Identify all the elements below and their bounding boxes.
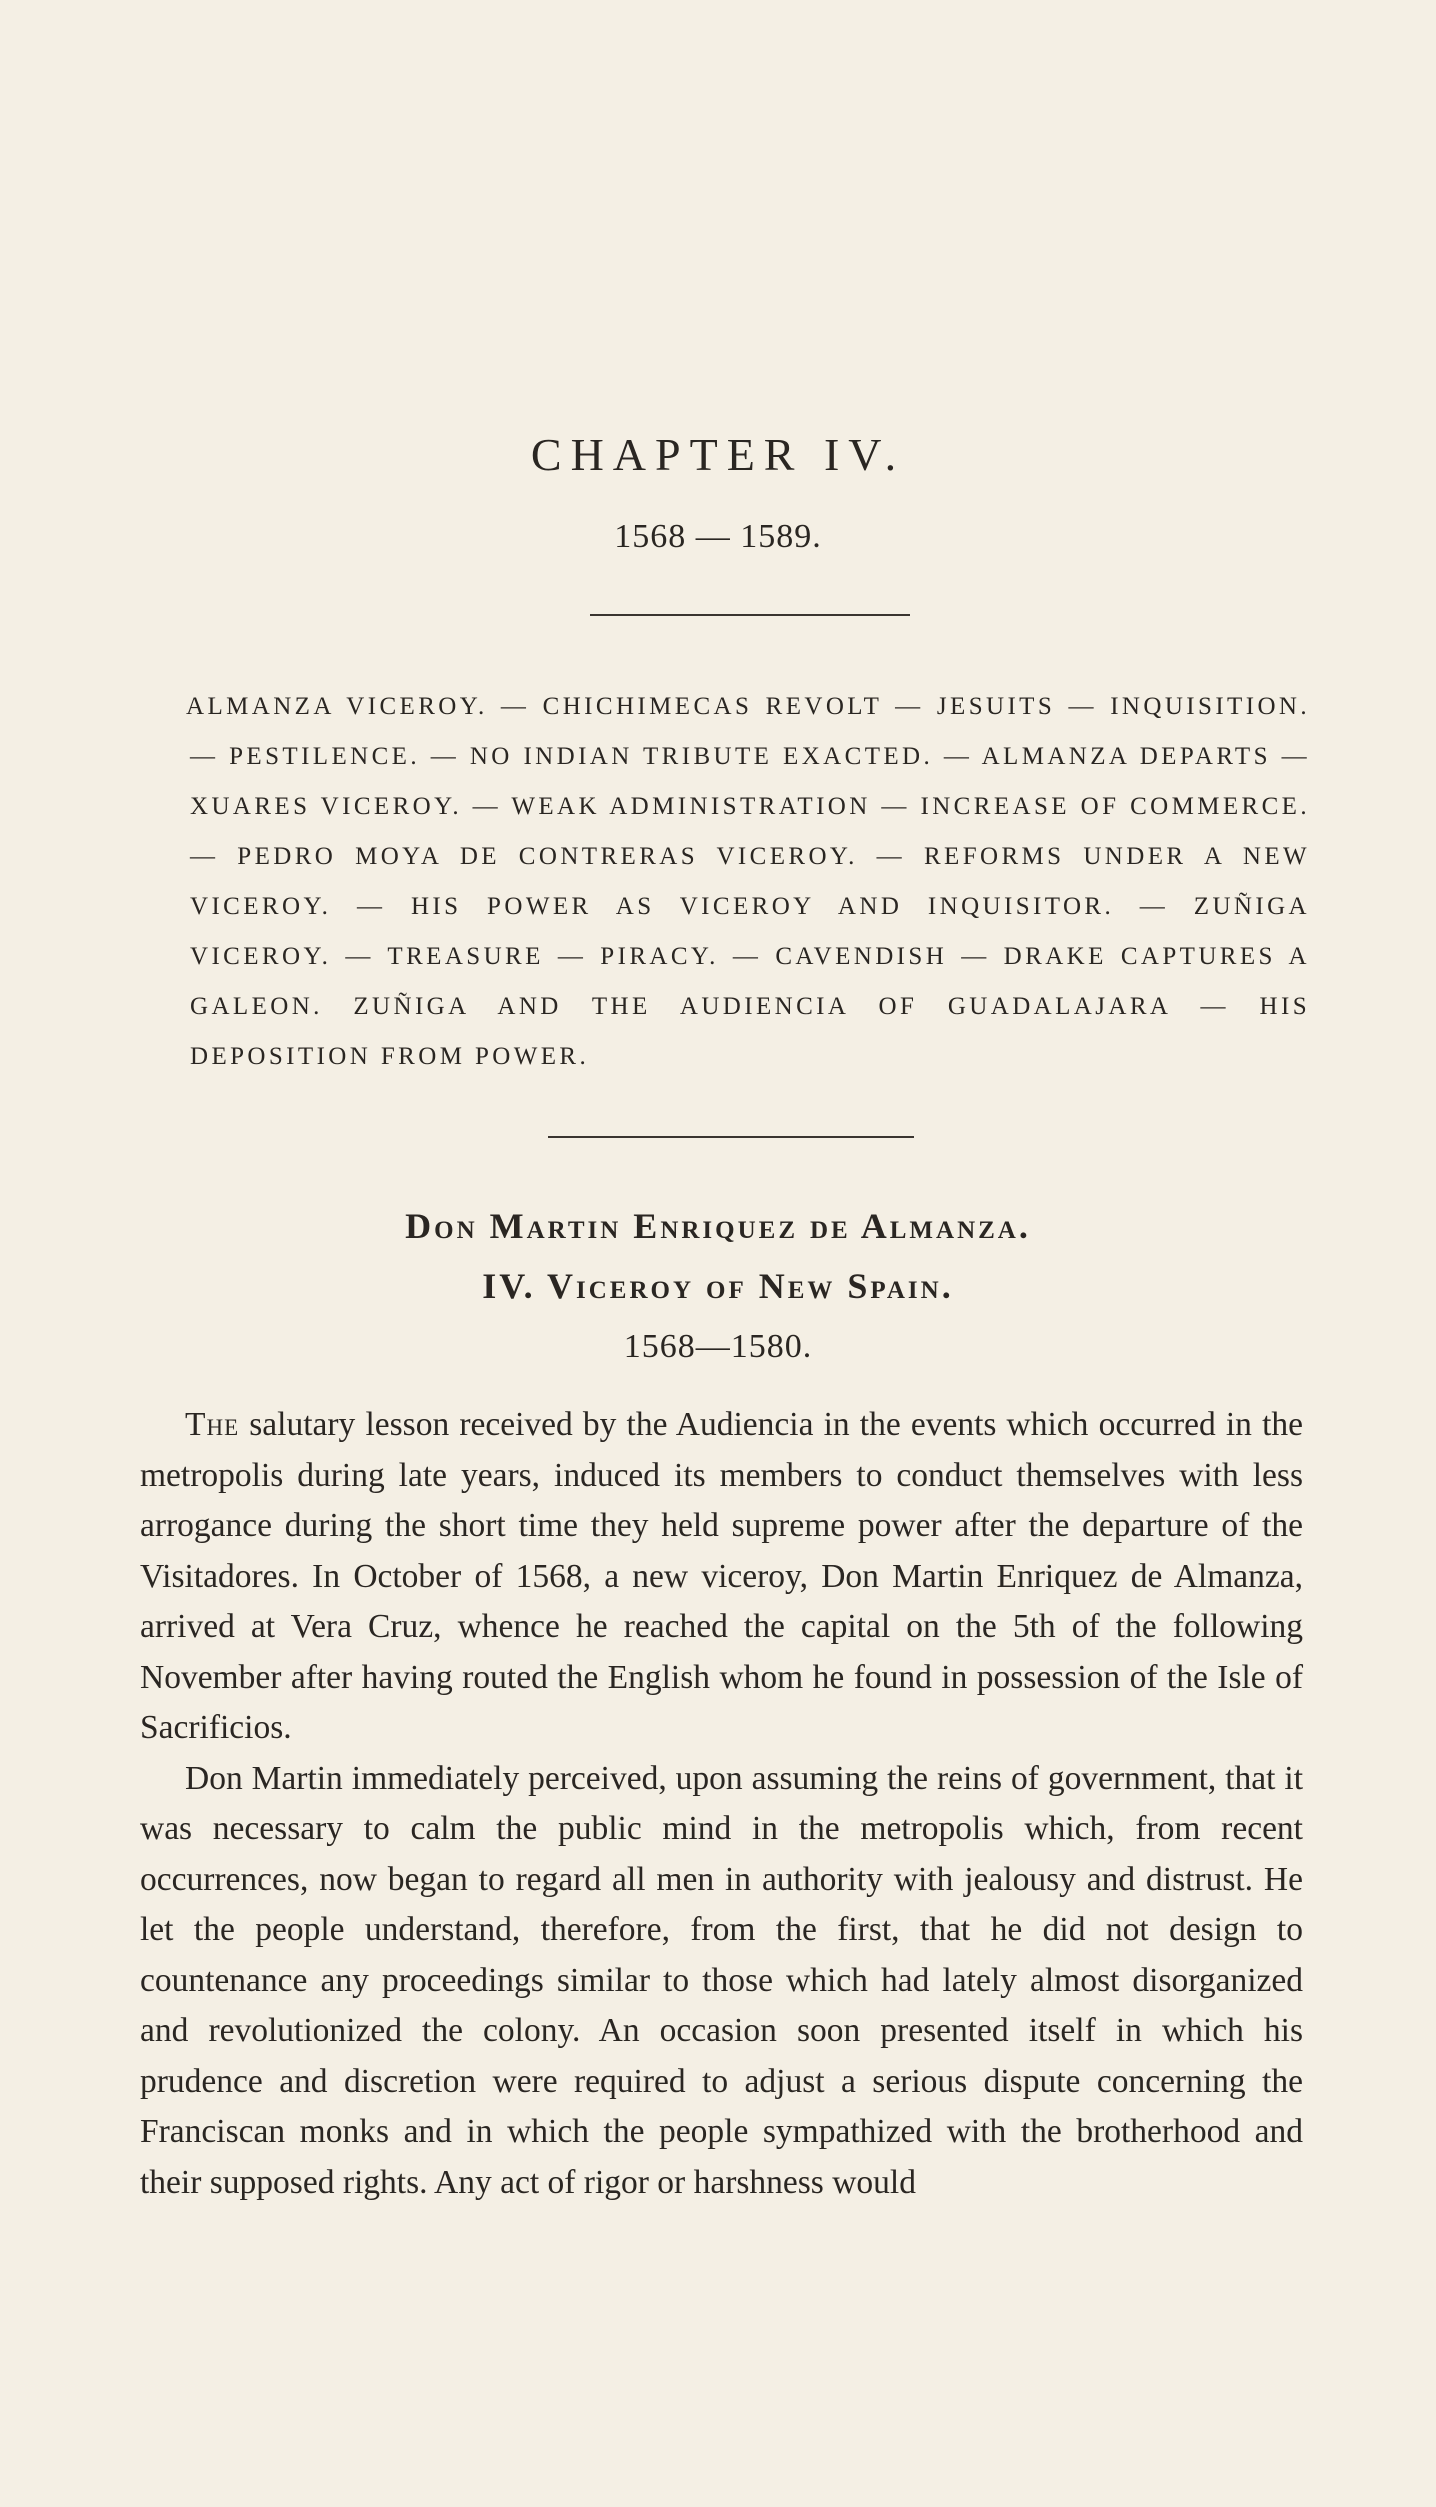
paragraph: [140, 1400, 1303, 1754]
divider-rule: [590, 614, 910, 616]
paragraph-text: salutary lesson received by the Audiencia in the events which occurred in the metropolis during late years, induced its members to conduct themselves with less arrogance during the short time they held supreme power after the departure of the Visitadores. In October of 1568, a new viceroy, Don Martin Enriquez de Almanza, arrived at Vera Cruz, whence he reached the capital on the 5th of the following November after having routed the English whom he found in possession of the Isle of Sacrificios.: [140, 1406, 1303, 1746]
section-heading-office: IV. Viceroy of New Spain.: [482, 1266, 954, 1306]
lead-word: The: [185, 1406, 240, 1443]
section-heading-years: 1568—1580.: [623, 1328, 813, 1365]
body-text: [140, 1400, 1303, 2208]
chapter-title: CHAPTER IV.: [530, 429, 906, 480]
chapter-years: 1568 — 1589.: [614, 518, 822, 555]
paragraph: Don Martin immediately perceived, upon assuming the reins of government, that it was necessary to calm the public mind in the metropolis which, from recent occurrences, now began to regard all men in authority with jealousy and distrust. He let the people understand, therefore, from the first, that he did not design to countenance any proceedings similar to those which had lately almost disorganized and revolutionized the colony. An occasion soon presented itself in which his prudence and discretion were required to adjust a serious dispute concerning the Franciscan monks and in which the people sympathized with the brotherhood and their supposed rights. Any act of rigor or harshness would: [140, 1759, 1303, 2201]
section-heading-name: Don Martin Enriquez de Almanza.: [405, 1206, 1031, 1246]
divider-rule: [548, 1136, 914, 1138]
chapter-synopsis: ALMANZA VICEROY. — CHICHIMECAS REVOLT — JESUITS — INQUISITION. — PESTILENCE. — NO INDIAN TRIBUTE EXACTED. — ALMANZA DEPARTS — XUARES VICEROY. — WEAK ADMINISTRATION — INCREASE OF COMMERCE. — PEDRO MOYA DE CONTRERAS VICEROY. — REFORMS UNDER A NEW VICEROY. — HIS POWER AS VICEROY AND INQUISITOR. — ZUÑIGA VICEROY. — TREASURE — PIRACY. — CAVENDISH — DRAKE CAPTURES A GALEON. ZUÑIGA AND THE AUDIENCIA OF GUADALAJARA — HIS DEPOSITION FROM POWER.: [186, 693, 1310, 1070]
